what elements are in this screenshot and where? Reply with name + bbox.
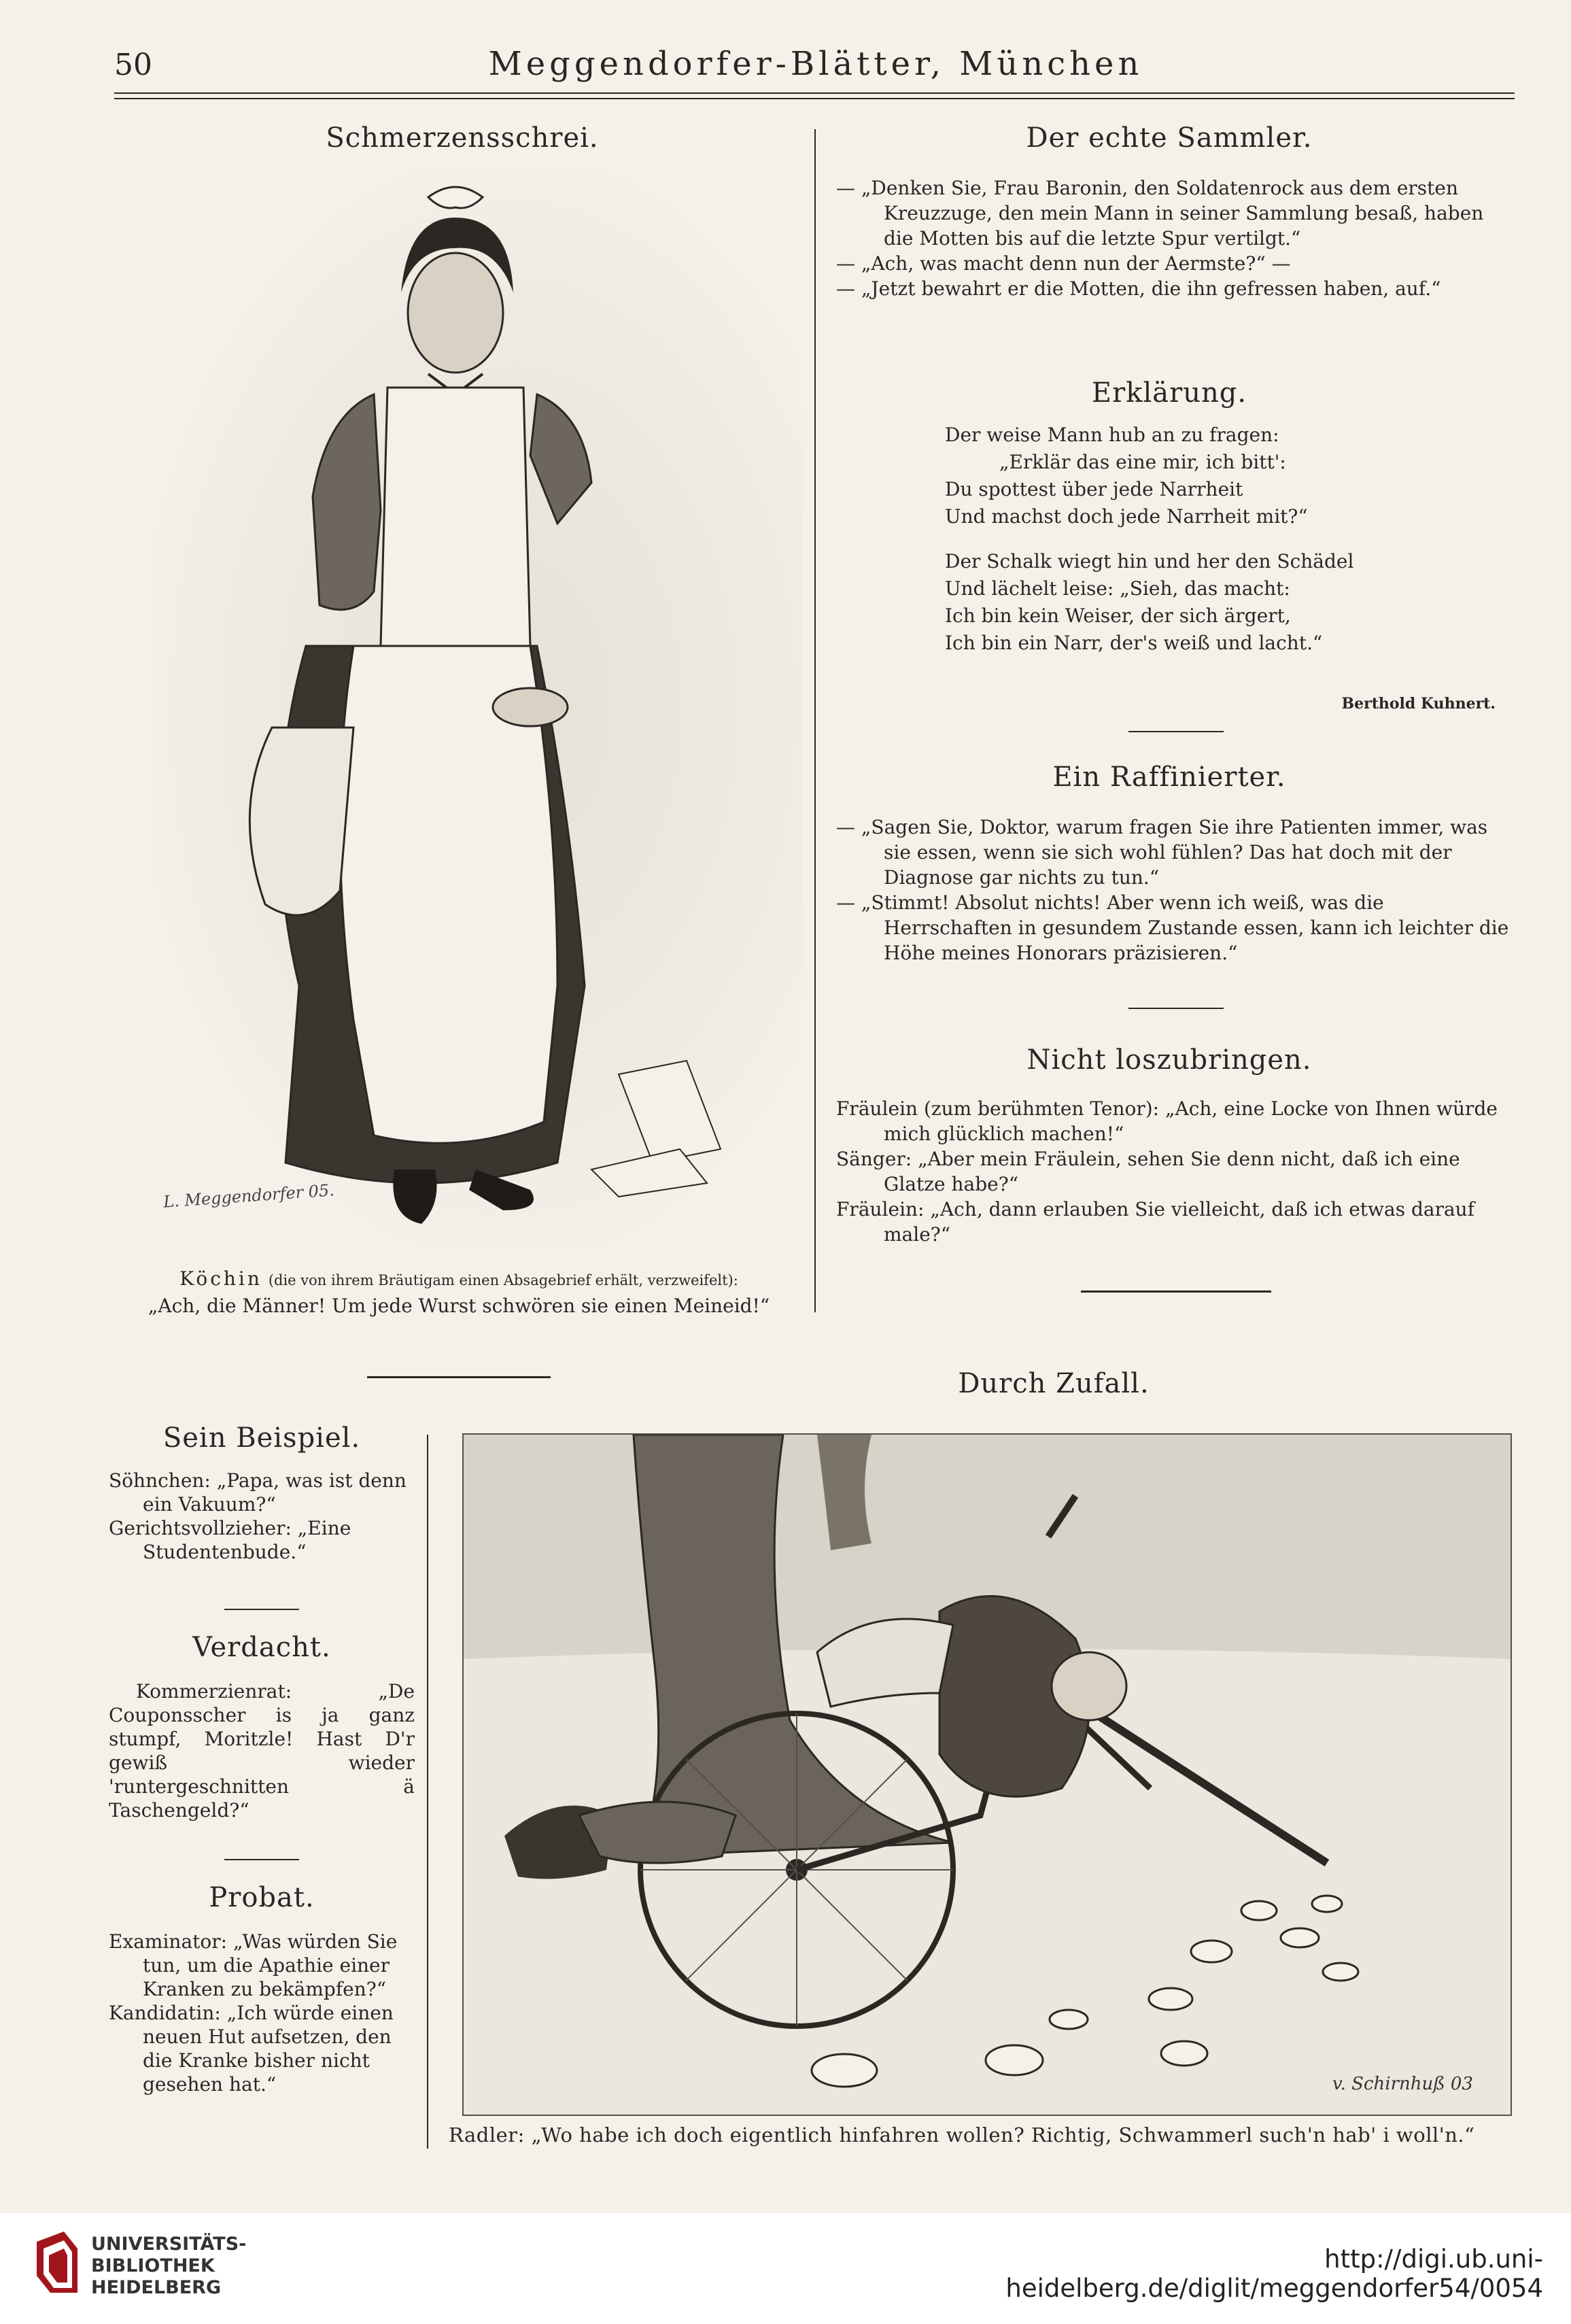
caption-cyclist: Radler: „Wo habe ich doch eigentlich hinfahren wollen? Richtig, Schwammerl such'n hab' i woll'n.“ [449, 2123, 1475, 2147]
ornament-rule-left [367, 1376, 551, 1378]
caption-note: (die von ihrem Bräutigam einen Absagebrief erhält, verzweifelt): [268, 1272, 738, 1288]
library-logo-icon [30, 2228, 84, 2296]
illustration-cyclist [462, 1433, 1512, 2116]
sammler-text [836, 175, 1516, 301]
poem-line: Ich bin kein Weiser, der sich ärgert, [945, 604, 1291, 627]
poem-line: Du spottest über jede Narrheit [945, 478, 1243, 500]
column-divider-bottom [427, 1435, 428, 2149]
cook-figure-drawing [150, 170, 802, 1244]
caption-cook [109, 1266, 809, 1318]
verdacht-text: Kommerzienrat: „De Couponsscher is ja ganz stumpf, Moritzle! Hast D'r gewiß wieder 'runtergeschnitten ä Taschengeld?“ [109, 1680, 415, 1822]
section-title-erklaerung: Erklärung. [1091, 377, 1247, 409]
loszubringen-line: Sänger: „Aber mein Fräulein, sehen Sie denn nicht, daß ich eine Glatze habe?“ [836, 1148, 1460, 1195]
section-divider [224, 1859, 299, 1860]
stanza-gap [945, 530, 1489, 548]
section-title-beispiel: Sein Beispiel. [162, 1422, 361, 1454]
poem-line: Der Schalk wiegt hin und her den Schädel [945, 550, 1354, 573]
poem-line: Ich bin ein Narr, der's weiß und lacht.“ [945, 632, 1323, 654]
section-divider [1128, 1008, 1224, 1009]
section-title-sammler: Der echte Sammler. [1026, 122, 1313, 154]
sammler-line: — „Denken Sie, Frau Baronin, den Soldatenrock aus dem ersten Kreuzzuge, den mein Mann in seiner Sammlung besaß, haben die Motten bis auf die letzte Spur vertilgt.“ [836, 177, 1484, 250]
sammler-line: — „Ach, was macht denn nun der Aermste?“ — [836, 252, 1291, 275]
poem-line: Und lächelt leise: „Sieh, das macht: [945, 577, 1290, 600]
section-divider [224, 1609, 299, 1610]
probat-text [109, 1930, 415, 2096]
section-title-raffinierter: Ein Raffinierter. [1052, 762, 1286, 793]
section-title-zufall: Durch Zufall. [958, 1368, 1150, 1399]
poem-line: Der weise Mann hub an zu fragen: [945, 424, 1279, 446]
erklaerung-poem [945, 422, 1489, 657]
probat-line: Examinator: „Was würden Sie tun, um die Apathie einer Kranken zu bekämpfen?“ [109, 1930, 398, 2000]
library-line: HEIDELBERG [91, 2277, 222, 2298]
erklaerung-author: Berthold Kuhnert. [1341, 695, 1496, 713]
poem-line: „Erklär das eine mir, ich bitt': [999, 451, 1286, 473]
section-title-loszubringen: Nicht loszubringen. [1026, 1044, 1312, 1076]
artist-signature-cook: L. Meggendorfer 05. [162, 1180, 335, 1212]
source-url-link[interactable]: http://digi.ub.uni-heidelberg.de/diglit/meggendorfer54/0054 [1005, 2244, 1543, 2303]
cyclist-drawing [464, 1435, 1510, 2115]
footer-bar [0, 2213, 1571, 2324]
loszubringen-text [836, 1096, 1516, 1247]
beispiel-text [109, 1469, 415, 1564]
section-divider [1128, 731, 1224, 732]
beispiel-line: Söhnchen: „Papa, was ist denn ein Vakuum?“ [109, 1469, 407, 1516]
library-line: BIBLIOTHEK [91, 2255, 215, 2276]
illustration-cook [150, 170, 802, 1244]
artist-signature-cyclist: v. Schirnhuß 03 [1332, 2074, 1473, 2094]
section-title-probat: Probat. [209, 1882, 315, 1913]
column-divider-top [814, 129, 816, 1312]
ornament-rule-right [1081, 1291, 1271, 1293]
header-rule-top [114, 92, 1515, 94]
header-rule-bottom [114, 98, 1515, 99]
loszubringen-line: Fräulein (zum berühmten Tenor): „Ach, eine Locke von Ihnen würde mich glücklich machen!“ [836, 1097, 1498, 1145]
page-number: 50 [114, 48, 152, 82]
raffinierter-text [836, 815, 1516, 966]
library-line: UNIVERSITÄTS- [91, 2234, 247, 2255]
caption-speaker: Köchin [179, 1267, 262, 1290]
raffinierter-line: — „Stimmt! Absolut nichts! Aber wenn ich weiß, was die Herrschaften in gesundem Zustande essen, kann ich leichter die Höhe meines Honorars präzisieren.“ [836, 891, 1509, 964]
probat-line: Kandidatin: „Ich würde einen neuen Hut aufsetzen, den die Kranke bisher nicht gesehen hat.“ [109, 2002, 394, 2096]
raffinierter-line: — „Sagen Sie, Doktor, warum fragen Sie ihre Patienten immer, was sie essen, wenn sie sich wohl fühlen? Das hat doch mit der Diagnose gar nichts zu tun.“ [836, 816, 1488, 889]
sammler-line: — „Jetzt bewahrt er die Motten, die ihn gefressen haben, auf.“ [836, 277, 1441, 300]
section-title-verdacht: Verdacht. [192, 1632, 331, 1663]
section-title-schmerzensschrei: Schmerzensschrei. [326, 122, 599, 154]
masthead: Meggendorfer-Blätter, München [488, 45, 1143, 83]
beispiel-line: Gerichtsvollzieher: „Eine Studentenbude.“ [109, 1517, 351, 1563]
loszubringen-line: Fräulein: „Ach, dann erlauben Sie vielleicht, daß ich etwas darauf male?“ [836, 1198, 1475, 1246]
caption-line: „Ach, die Männer! Um jede Wurst schwören sie einen Meineid!“ [148, 1295, 770, 1317]
poem-line: Und machst doch jede Narrheit mit?“ [945, 505, 1308, 528]
library-name [91, 2234, 246, 2299]
